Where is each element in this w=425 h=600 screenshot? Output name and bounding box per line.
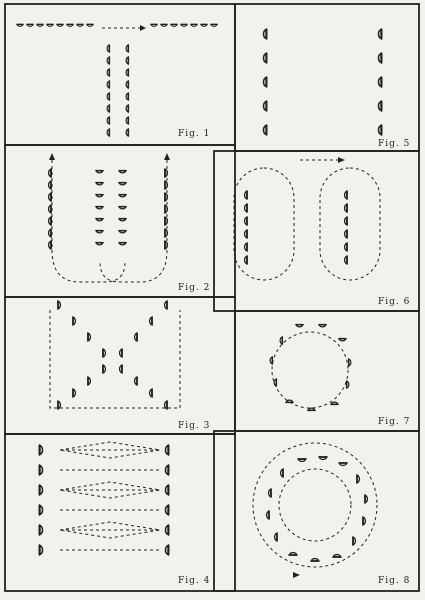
fig3-figures [58,301,167,409]
fig5-label: Fig. 5 [378,139,411,149]
fig8-figures [267,457,368,561]
fig6-label: Fig. 6 [378,297,411,307]
fig4-figures [40,445,169,555]
fig2-figures [49,169,168,249]
fig7-figures [270,325,351,411]
fig5-figures [263,29,381,135]
fig7-label: Fig. 7 [378,417,411,427]
fig8-label: Fig. 8 [378,576,411,586]
panel-frames [5,4,419,591]
fig6-figures [245,191,347,264]
fig1-figures [17,24,217,136]
fig4-label: Fig. 4 [178,576,211,586]
fig1-label: Fig. 1 [178,129,211,139]
fig3-label: Fig. 3 [178,421,211,431]
fig2-label: Fig. 2 [178,283,211,293]
